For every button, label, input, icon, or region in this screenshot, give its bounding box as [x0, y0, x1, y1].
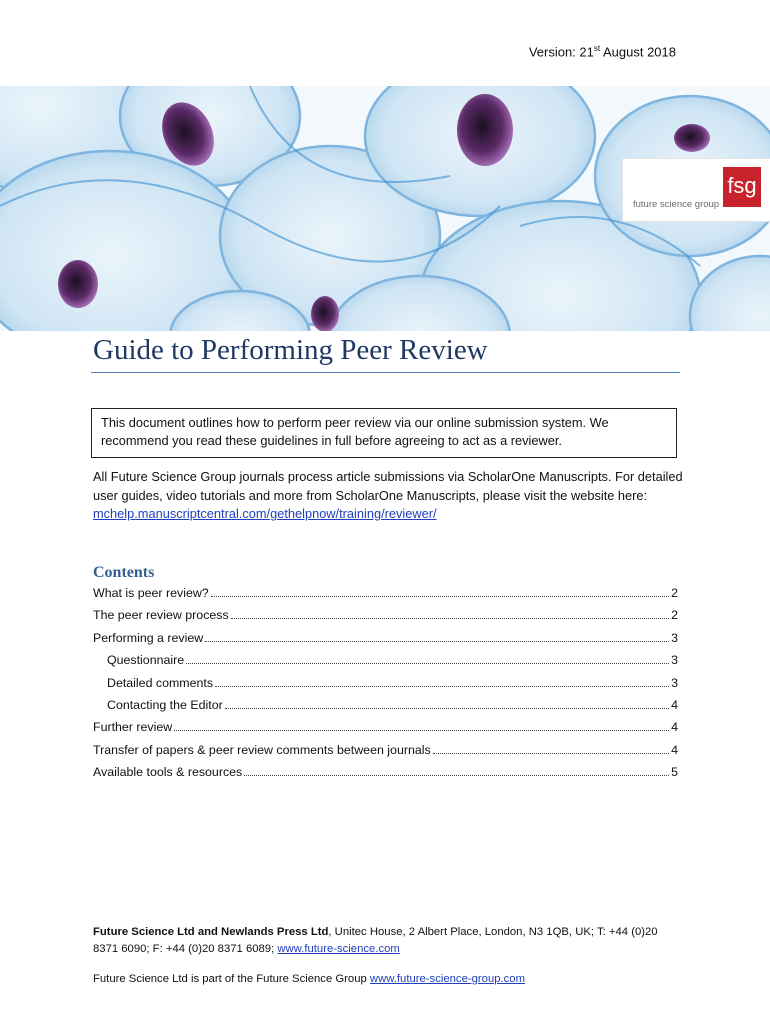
fsg-logo: [622, 158, 770, 222]
toc-entry[interactable]: [93, 720, 678, 742]
footer-group-line: [93, 971, 683, 988]
toc-leader: [433, 753, 669, 754]
toc-entry[interactable]: [93, 743, 678, 765]
toc-label: Available tools & resources: [93, 765, 243, 780]
fsg-logo-text: future science group: [633, 199, 720, 210]
version-superscript: st: [593, 44, 601, 53]
toc-entry[interactable]: [93, 676, 678, 698]
toc-page: 4: [671, 720, 678, 735]
toc-page: 4: [671, 697, 678, 712]
toc-label: Questionnaire: [107, 653, 185, 668]
table-of-contents: [93, 586, 678, 788]
footer-group-text: Future Science Ltd is part of the Future Science Group: [93, 973, 370, 985]
toc-page: 5: [671, 765, 678, 780]
toc-entry[interactable]: [93, 698, 678, 720]
toc-label: Transfer of papers & peer review comments between journals: [93, 742, 431, 757]
toc-leader: [211, 596, 669, 597]
toc-leader: [205, 641, 669, 642]
fsg-logo-mark: fsg: [723, 167, 761, 207]
toc-label: Detailed comments: [107, 675, 214, 690]
contents-heading: Contents: [93, 564, 155, 581]
future-science-group-link[interactable]: www.future-science-group.com: [369, 973, 526, 985]
toc-label: What is peer review?: [93, 586, 209, 600]
scholarone-paragraph: [93, 468, 683, 524]
toc-entry[interactable]: [93, 765, 678, 787]
footer-address: [93, 924, 683, 958]
toc-leader: [225, 708, 669, 709]
footer-company: Future Science Ltd and Newlands Press Ltd: [93, 926, 329, 938]
scholarone-text: All Future Science Group journals process article submissions via ScholarOne Manuscripts. For detailed user guides, video tutorials and more from ScholarOne Manuscripts, please visit the website here:: [93, 469, 683, 503]
toc-page: 3: [671, 653, 678, 668]
version-date: August 2018: [600, 44, 676, 60]
toc-entry[interactable]: [93, 608, 678, 630]
toc-entry[interactable]: [93, 653, 678, 675]
toc-leader: [244, 775, 669, 776]
toc-page: 3: [671, 630, 678, 645]
toc-label: The peer review process: [93, 608, 229, 623]
toc-leader: [186, 663, 669, 664]
toc-page: 4: [671, 742, 678, 757]
future-science-link[interactable]: www.future-science.com: [277, 943, 400, 955]
toc-leader: [231, 618, 669, 619]
title-divider: [91, 372, 680, 373]
toc-leader: [174, 730, 669, 731]
page-footer: [93, 924, 683, 988]
toc-entry[interactable]: [93, 631, 678, 653]
toc-label: Contacting the Editor: [107, 697, 223, 712]
toc-page: 3: [671, 675, 678, 690]
version-line: [529, 44, 676, 59]
intro-box: This document outlines how to perform peer review via our online submission system. We recommend you read these guidelines in full before agreeing to act as a reviewer.: [91, 408, 677, 458]
toc-entry[interactable]: [93, 586, 678, 608]
toc-label: Further review: [93, 720, 173, 735]
version-prefix: Version: 21: [528, 44, 594, 60]
document-title: Guide to Performing Peer Review: [93, 334, 488, 366]
toc-page: 2: [671, 586, 678, 600]
toc-page: 2: [671, 608, 678, 623]
footer-address-text: , Unitec House, 2 Albert Place, London, N3 1QB, UK; T: +44 (0)20 8371 6090; F: +44 (0)20 8371 6089;: [93, 926, 658, 955]
scholarone-help-link[interactable]: mchelp.manuscriptcentral.com/gethelpnow/training/reviewer/: [93, 506, 437, 522]
toc-leader: [215, 686, 669, 687]
toc-label: Performing a review: [93, 630, 204, 645]
